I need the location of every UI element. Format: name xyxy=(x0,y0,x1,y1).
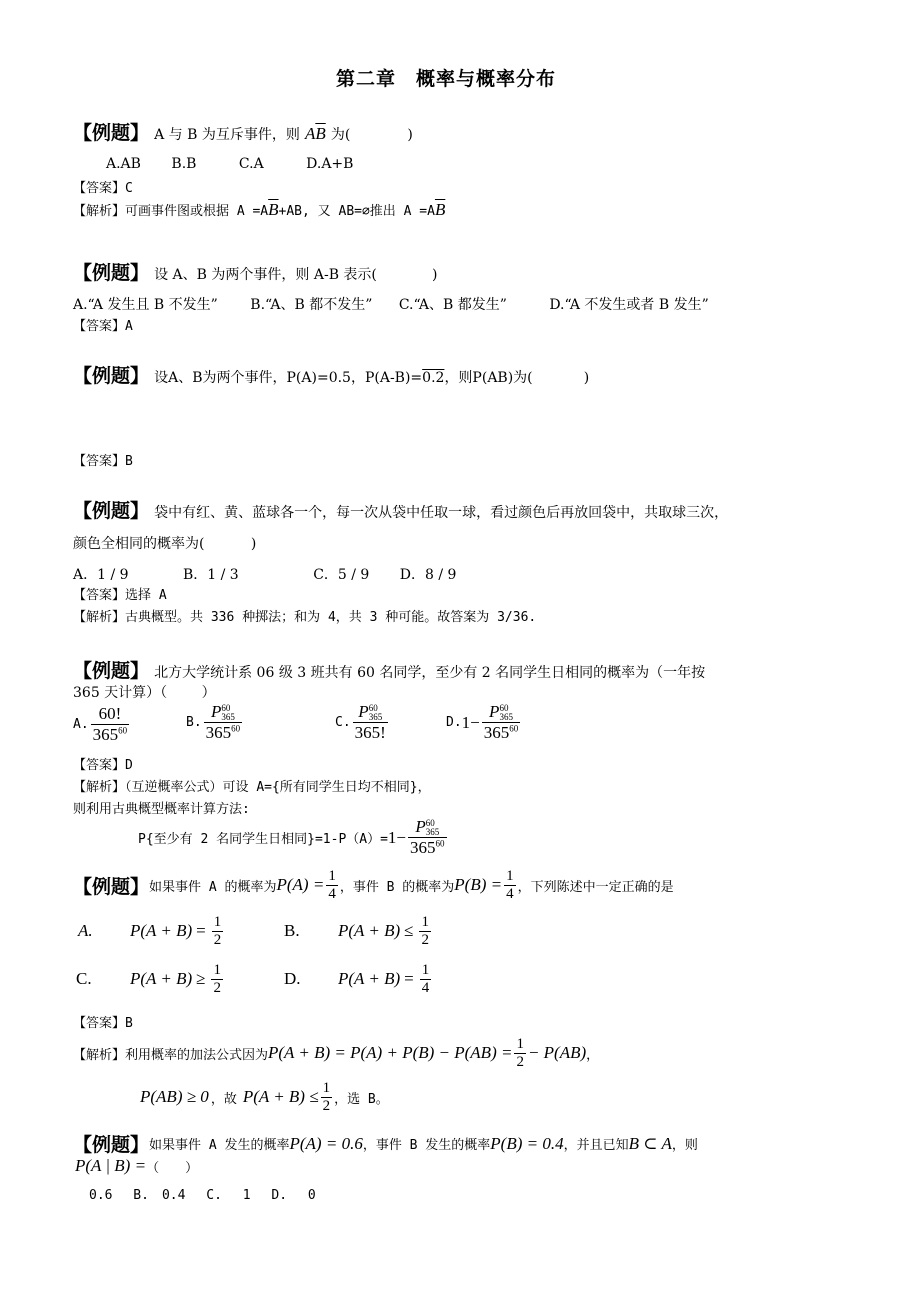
q5-formula-sub: 365 xyxy=(425,827,440,838)
q6-analysis-line1 xyxy=(73,1036,599,1071)
q5-option-b-sup: 60 xyxy=(221,703,231,714)
q5-stem2-end: ） xyxy=(201,685,216,701)
q5-answer: 【答案】D xyxy=(73,758,133,773)
q2-option-a: A.“A 发生且 B 不发生” xyxy=(73,297,218,313)
q5-stem-line2 xyxy=(73,682,216,702)
q6-pa-fraction xyxy=(326,868,338,903)
q6-line2-num: 1 xyxy=(322,1080,331,1096)
q7-pb: P(B) = 0.4 xyxy=(490,1133,564,1153)
q6-analysis-num: 1 xyxy=(516,1036,524,1052)
example-tag: 【例题】 xyxy=(73,500,150,522)
q5-option-b-p: P xyxy=(210,702,222,721)
example-tag: 【例题】 xyxy=(73,262,150,284)
q7-stem-b: ，事件 B 发生的概率 xyxy=(362,1138,491,1153)
q1-options xyxy=(106,156,353,172)
q4-option-b: B．1 / 3 xyxy=(183,567,239,583)
q5-option-a xyxy=(73,705,131,744)
q5-option-b xyxy=(186,703,244,743)
q6-option-d-fraction xyxy=(420,962,432,997)
q2-options xyxy=(73,294,709,314)
q6-pa-num: 1 xyxy=(328,868,336,884)
q5-option-b-den: 365 xyxy=(205,723,232,743)
q6-option-d xyxy=(284,962,433,997)
question-6 xyxy=(73,868,674,903)
q4-stem-line2 xyxy=(73,533,256,553)
example-tag: 【例题】 xyxy=(73,365,150,387)
q6-line2-expr2: P(A + B) ≤ xyxy=(242,1087,319,1107)
q5-option-b-exp: 60 xyxy=(231,723,241,734)
q3-stem-end: ) xyxy=(583,370,590,386)
q1-stem-c: ) xyxy=(407,127,413,143)
example-tag: 【例题】 xyxy=(73,1134,150,1156)
q5-option-c-den: 365! xyxy=(354,723,386,743)
q7-cond: P(A | B) = xyxy=(75,1156,147,1175)
q6-answer: 【答案】B xyxy=(73,1016,133,1031)
q6-stem-b: ，事件 B 的概率为 xyxy=(339,879,455,895)
q6-option-c-num: 1 xyxy=(213,962,221,978)
q6-option-d-label: D. xyxy=(284,969,301,989)
q6-analysis-comma: ， xyxy=(586,1047,600,1063)
q6-option-b-pab: P(A + B) xyxy=(338,921,401,941)
q6-option-d-pab: P(A + B) xyxy=(338,969,401,989)
q5-formula-sup: 60 xyxy=(425,818,435,829)
q5-formula-one-minus: 1− xyxy=(387,827,407,847)
q1-option-d: D.A+B xyxy=(306,156,354,172)
q6-option-d-den: 4 xyxy=(421,979,430,996)
q6-option-b-label: B. xyxy=(284,921,300,941)
q6-option-b-le: ≤ xyxy=(404,921,414,941)
q2-stem: 设 A、B 为两个事件，则 A-B 表示( xyxy=(154,267,377,283)
q6-option-c-ge: ≥ xyxy=(196,969,206,989)
q6-option-c-pab: P(A + B) xyxy=(130,969,193,989)
q5-option-c-fraction xyxy=(353,703,388,743)
q6-pb: P(B) = xyxy=(454,875,503,895)
q5-option-c-p: P xyxy=(358,702,369,721)
q5-option-a-label: A. xyxy=(73,717,89,733)
q7-line2 xyxy=(75,1156,198,1176)
q5-option-a-den: 365 xyxy=(92,724,119,744)
q4-option-c: C．5 / 9 xyxy=(313,567,370,583)
q5-option-d-den: 365 xyxy=(483,723,510,743)
q3-stem-b: ，则P(AB)为( xyxy=(444,370,533,386)
q5-option-d-p: P xyxy=(489,702,500,721)
q6-option-b-fraction xyxy=(419,914,431,949)
q5-option-d-sup: 60 xyxy=(499,703,509,714)
q2-option-b: B.“A、B 都不发生” xyxy=(250,297,373,313)
q2-answer: 【答案】A xyxy=(73,319,133,334)
q6-stem-a: 如果事件 A 的概率为 xyxy=(149,879,277,895)
q5-option-b-fraction xyxy=(204,703,243,743)
q6-option-c-den: 2 xyxy=(213,979,221,996)
q2-option-d: D.“A 不发生或者 B 发生” xyxy=(549,297,709,313)
question-3 xyxy=(73,361,589,388)
q6-option-a-pab: P(A + B) xyxy=(130,921,193,941)
q7-pa: P(A) = 0.6 xyxy=(289,1133,363,1153)
q4-stem2-end: ) xyxy=(250,536,257,552)
q5-option-c xyxy=(335,703,390,743)
q5-formula-den: 365 xyxy=(410,838,436,858)
q7-stem-a: 如果事件 A 发生的概率 xyxy=(149,1138,290,1153)
q6-line2-fraction xyxy=(321,1080,333,1115)
q6-pa: P(A) = xyxy=(276,875,325,895)
q5-option-b-label: B. xyxy=(186,715,202,731)
q1-option-c: C.A xyxy=(238,156,264,172)
q1-analysis-Bbar2: $\overline{B}$ xyxy=(434,200,446,219)
q6-option-a-num: 1 xyxy=(213,914,222,930)
q6-option-a-eq: = xyxy=(196,921,206,941)
example-tag: 【例题】 xyxy=(73,875,150,898)
q5-formula-p: P xyxy=(415,817,426,836)
q4-option-a: A．1 / 9 xyxy=(73,567,129,583)
q2-stem-end: ) xyxy=(432,267,438,283)
q2-option-c: C.“A、B 都发生” xyxy=(398,297,507,313)
q5-option-a-fraction xyxy=(91,705,130,744)
q6-option-a-label: A. xyxy=(78,921,93,941)
q5-option-c-sup: 60 xyxy=(368,703,378,714)
q5-option-d-sub: 365 xyxy=(499,712,513,723)
q1-analysis-Bbar1: $\overline{B}$ xyxy=(268,200,279,219)
q6-line2-a: ，故 xyxy=(210,1091,237,1107)
q5-option-c-label: C. xyxy=(335,715,351,731)
q7-cond-tail: （ ） xyxy=(146,1160,199,1176)
q6-pa-den: 4 xyxy=(328,885,336,902)
q5-option-d xyxy=(446,703,522,743)
q6-analysis-tail: − P(AB) xyxy=(527,1043,587,1063)
q7-options: 0.6 B. 0.4 C. 1 D. 0 xyxy=(89,1188,316,1203)
question-2 xyxy=(73,258,437,285)
page-title: 第二章 概率与概率分布 xyxy=(336,68,557,90)
q5-stem2: 365 天计算）（ xyxy=(73,685,168,701)
q4-stem2: 颜色全相同的概率为( xyxy=(73,536,205,552)
q1-analysis xyxy=(73,200,445,220)
example-tag: 【例题】 xyxy=(73,660,150,682)
q6-analysis-a: 【解析】利用概率的加法公式因为 xyxy=(73,1047,269,1063)
q5-option-b-sub: 365 xyxy=(221,712,235,723)
q6-option-c-label: C. xyxy=(76,969,92,989)
q1-stem: A 与 B 为互斥事件，则 xyxy=(154,127,300,143)
q5-analysis-line2: 则利用古典概型概率计算方法: xyxy=(73,802,250,817)
q5-option-d-one-minus: 1− xyxy=(461,712,480,732)
q6-line2-den: 2 xyxy=(322,1097,331,1114)
q1-analysis-a: 【解析】可画事件图或根据 A =A xyxy=(73,204,269,219)
q5-option-d-fraction xyxy=(482,703,521,743)
q1-option-a: A.AB xyxy=(106,156,141,172)
q5-formula-text: P{至少有 2 名同学生日相同}=1-P（A）= xyxy=(138,832,388,848)
q3-answer: 【答案】B xyxy=(73,454,133,469)
q6-analysis-expr: P(A + B) = P(A) + P(B) − P(AB) = xyxy=(268,1043,513,1063)
q6-analysis-line2 xyxy=(140,1080,389,1115)
q6-pb-fraction xyxy=(504,868,516,903)
q7-stem-d: ，则 xyxy=(671,1138,698,1153)
q5-option-d-label: D. xyxy=(446,715,462,731)
q5-stem-line1: 北方大学统计系 06 级 3 班共有 60 名同学，至少有 2 名同学生日相同的概率为（一年按 xyxy=(154,665,706,681)
q4-option-d: D．8 / 9 xyxy=(399,567,457,583)
q1-option-b: B.B xyxy=(171,156,197,172)
q6-option-a-den: 2 xyxy=(213,931,222,948)
q5-formula xyxy=(138,818,449,858)
q6-option-b-den: 2 xyxy=(421,931,429,948)
q6-analysis-den: 2 xyxy=(516,1053,524,1070)
q6-line2-b: ，选 B。 xyxy=(334,1091,389,1107)
example-tag: 【例题】 xyxy=(73,122,150,144)
question-1 xyxy=(73,118,413,145)
q6-stem-c: ，下列陈述中一定正确的是 xyxy=(517,879,674,895)
q4-answer: 【答案】选择 A xyxy=(73,588,167,603)
q6-analysis-fraction xyxy=(514,1036,526,1071)
q4-options xyxy=(73,564,456,584)
q5-option-d-exp: 60 xyxy=(509,723,519,734)
q5-analysis-line1: 【解析】（互逆概率公式）可设 A={所有同学生日均不相同}， xyxy=(73,780,431,795)
q6-option-b-num: 1 xyxy=(421,914,429,930)
q4-stem-line1: 袋中有红、黄、蓝球各一个，每一次从袋中任取一球，看过颜色后再放回袋中，共取球三次， xyxy=(154,505,729,521)
q6-option-c xyxy=(76,962,225,997)
q6-line2-expr: P(AB) ≥ 0 xyxy=(140,1087,209,1107)
q6-option-c-fraction xyxy=(211,962,223,997)
q6-pb-den: 4 xyxy=(506,885,514,902)
q1-analysis-b: +AB, 又 AB=∅推出 A =A xyxy=(278,204,435,219)
q6-option-a-fraction xyxy=(212,914,224,949)
q5-option-c-sub: 365 xyxy=(368,712,383,723)
q6-option-b xyxy=(284,914,433,949)
question-4 xyxy=(73,496,728,523)
q3-stem-val: 0.2 xyxy=(422,370,445,386)
q6-pb-num: 1 xyxy=(506,868,514,884)
q1-math-A: A xyxy=(304,124,316,143)
q1-math-Bbar: $\overline{B}$ xyxy=(315,124,326,143)
q1-stem-b: 为( xyxy=(330,127,351,143)
q4-analysis: 【解析】古典概型。共 336 种掷法；和为 4，共 3 种可能。故答案为 3/36. xyxy=(73,610,537,625)
question-5 xyxy=(73,656,705,683)
q5-option-a-exp: 60 xyxy=(118,725,128,736)
q7-stem-c: ，并且已知 xyxy=(563,1138,629,1153)
q6-option-d-num: 1 xyxy=(421,962,430,978)
q6-option-d-eq: = xyxy=(404,969,414,989)
q7-bsub: B ⊂ A xyxy=(628,1133,672,1153)
q6-option-a xyxy=(78,914,225,949)
q3-stem: 设A、B为两个事件，P(A)=0.5，P(A-B)= xyxy=(154,370,423,386)
q5-formula-exp: 60 xyxy=(435,838,445,849)
q5-formula-fraction xyxy=(408,818,447,858)
question-7 xyxy=(73,1130,698,1157)
q5-option-a-num: 60! xyxy=(98,704,122,723)
q1-answer: 【答案】C xyxy=(73,181,133,196)
